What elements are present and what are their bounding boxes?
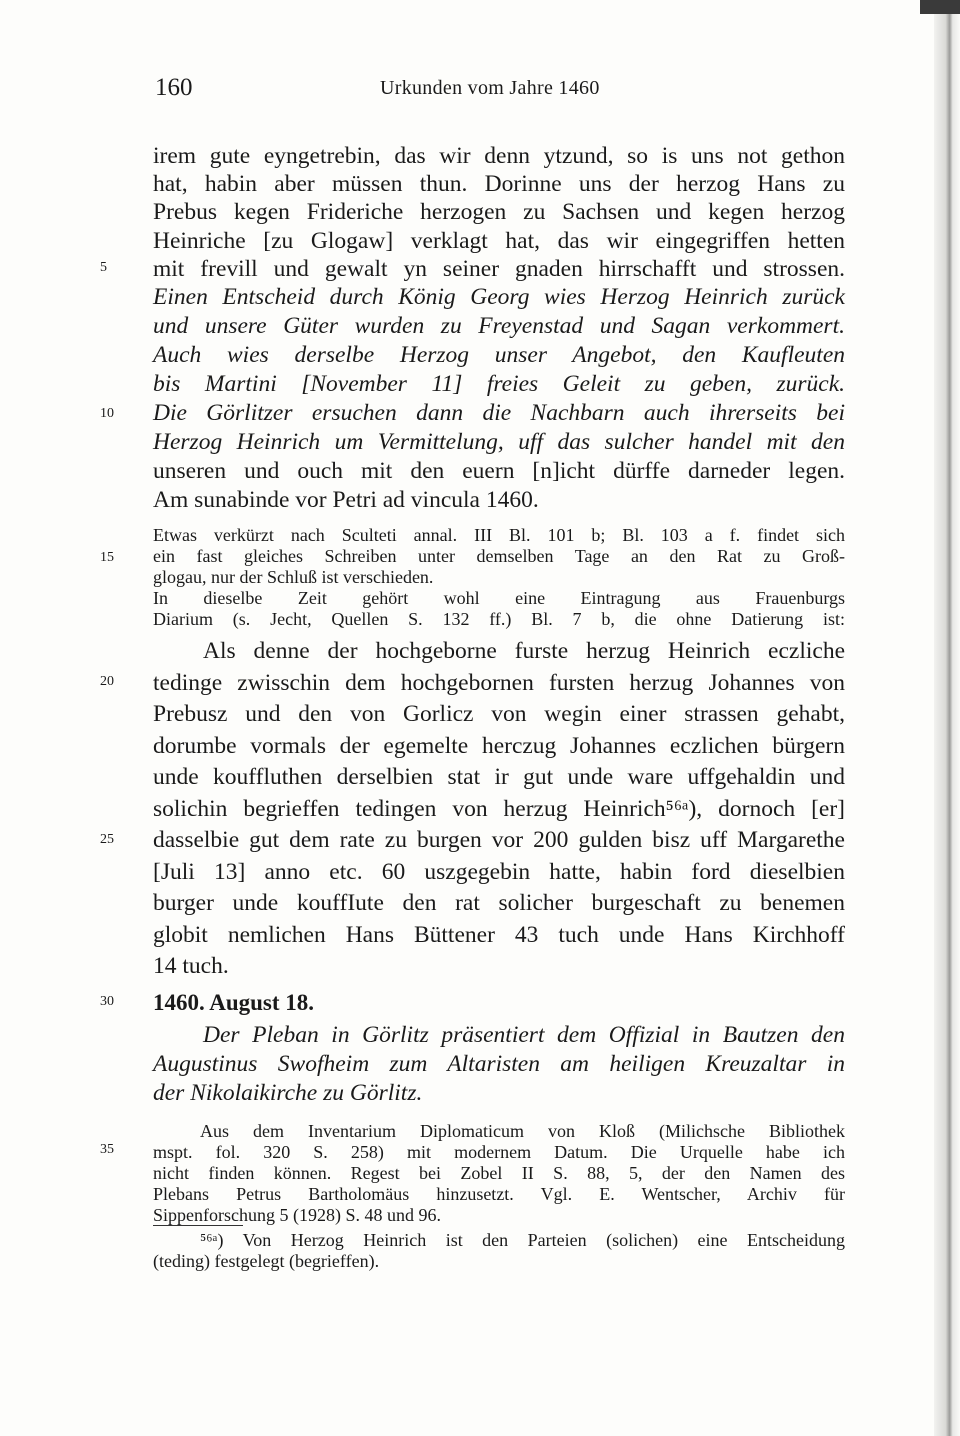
note-line: In dieselbe Zeit gehört wohl eine Eintragung aus Frauenburgs (153, 588, 845, 608)
quote-line: globit nemlichen Hans Büttener 43 tuch unde Hans Kirchhoff (153, 922, 845, 948)
quote-line: 14 tuch. (153, 953, 229, 979)
quote-line: tedinge zwisschin dem hochgebornen fursten herzug Johannes von (153, 670, 845, 696)
line-number-20: 20 (100, 674, 114, 689)
note-line: Diarium (s. Jecht, Quellen S. 132 ff.) Bl. 7 b, die ohne Datierung ist: (153, 609, 845, 629)
main-text-line: mit frevill und gewalt yn seiner gnaden hirrschafft und strossen. (153, 256, 845, 282)
main-text-line: Am sunabinde vor Petri ad vincula 1460. (153, 487, 539, 513)
main-text-line: Die Görlitzer ersuchen dann die Nachbarn auch ihrerseits bei (153, 400, 845, 426)
entry-summary-line: Der Pleban in Görlitz präsentiert dem Offizial in Bautzen den (203, 1022, 845, 1048)
footnote-divider (153, 1225, 243, 1226)
quote-line: burger unde kouffIute den rat solicher burgeschaft zu benemen (153, 890, 845, 916)
main-text-line: hat, habin aber müssen thun. Dorinne uns der herzog Hans zu (153, 171, 845, 197)
quote-line: solichin begrieffen tedingen von herzug Heinrich⁵⁶ᵃ), dornoch [er] (153, 796, 845, 822)
main-text-line: Auch wies derselbe Herzog unser Angebot, den Kaufleuten (153, 342, 845, 368)
source-line: Sippenforschung 5 (1928) S. 48 und 96. (153, 1205, 441, 1225)
page-number: 160 (155, 74, 193, 101)
quote-line: Prebusz und den von Gorlicz von wegin einer strassen gehabt, (153, 701, 845, 727)
note-line: ein fast gleiches Schreiben unter demselben Tage an den Rat zu Groß- (153, 546, 845, 566)
line-number-5: 5 (100, 260, 107, 275)
source-line: Plebans Petrus Bartholomäus hinzusetzt. Vgl. E. Wentscher, Archiv für (153, 1184, 845, 1204)
quote-line: dorumbe vormals der egemelte herczug Johannes eczlichen bürgern (153, 733, 845, 759)
entry-date-heading: 1460. August 18. (153, 990, 315, 1015)
quote-line: [Juli 13] anno etc. 60 uszgegebin hatte, habin ford dieselbien (153, 859, 845, 885)
main-text-line: unseren und ouch mit den euern [n]icht dürffe darneder legen. (153, 458, 845, 484)
running-title: Urkunden vom Jahre 1460 (380, 77, 600, 99)
main-text-line: Prebus kegen Frideriche herzogen zu Sachsen und kegen herzog (153, 199, 845, 225)
note-line: Etwas verkürzt nach Sculteti annal. III Bl. 101 b; Bl. 103 a f. findet sich (153, 525, 845, 545)
main-text-line: und unsere Güter wurden zu Freyenstad und Sagan verkommert. (153, 313, 845, 339)
line-number-35: 35 (100, 1142, 114, 1157)
main-text-line: Einen Entscheid durch König Georg wies Herzog Heinrich zurück (153, 284, 845, 310)
quote-line: unde kouffluthen derselbien stat ir gut unde ware uffgehaldin und (153, 764, 845, 790)
source-line: nicht finden können. Regest bei Zobel II S. 88, 5, der den Namen des (153, 1163, 845, 1183)
note-line: glogau, nur der Schluß ist verschieden. (153, 567, 434, 587)
main-text-line (153, 427, 845, 458)
main-text-line: bis Martini [November 11] freies Geleit zu geben, zurück. (153, 371, 845, 397)
entry-summary-line: Augustinus Swofheim zum Altaristen am heiligen Kreuzaltar in (153, 1051, 845, 1077)
binding-corner (920, 0, 960, 14)
page-header (155, 74, 845, 108)
main-text-line: irem gute eyngetrebin, das wir denn ytzund, so is uns not gethon (153, 143, 845, 169)
footnote-line: ⁵⁶ᵃ) Von Herzog Heinrich ist den Parteien (solichen) eine Entscheidung (200, 1230, 845, 1250)
footnote-line: (teding) festgelegt (begrieffen). (153, 1251, 380, 1271)
quote-line: dasselbie gut dem rate zu burgen vor 200 gulden bisz uff Margarethe (153, 827, 845, 853)
line-number-30: 30 (100, 994, 114, 1009)
line-number-25: 25 (100, 832, 114, 847)
text-italic: Herzog Heinrich um Vermittelung, uff das sulcher handel mit den (153, 429, 845, 455)
line-number-10: 10 (100, 406, 114, 421)
quote-line: Als denne der hochgeborne furste herzug Heinrich eczliche (203, 638, 845, 664)
main-text-line: Heinriche [zu Glogaw] verklagt hat, das wir eingegriffen hetten (153, 228, 845, 254)
page-edge-shadow (934, 0, 960, 1436)
source-line: Aus dem Inventarium Diplomaticum von Kloß (Milichsche Bibliothek (200, 1121, 845, 1141)
line-number-15: 15 (100, 550, 114, 565)
source-line: mspt. fol. 320 S. 258) mit modernem Datum. Die Urquelle habe ich (153, 1142, 845, 1162)
entry-summary-line: der Nikolaikirche zu Görlitz. (153, 1080, 423, 1106)
